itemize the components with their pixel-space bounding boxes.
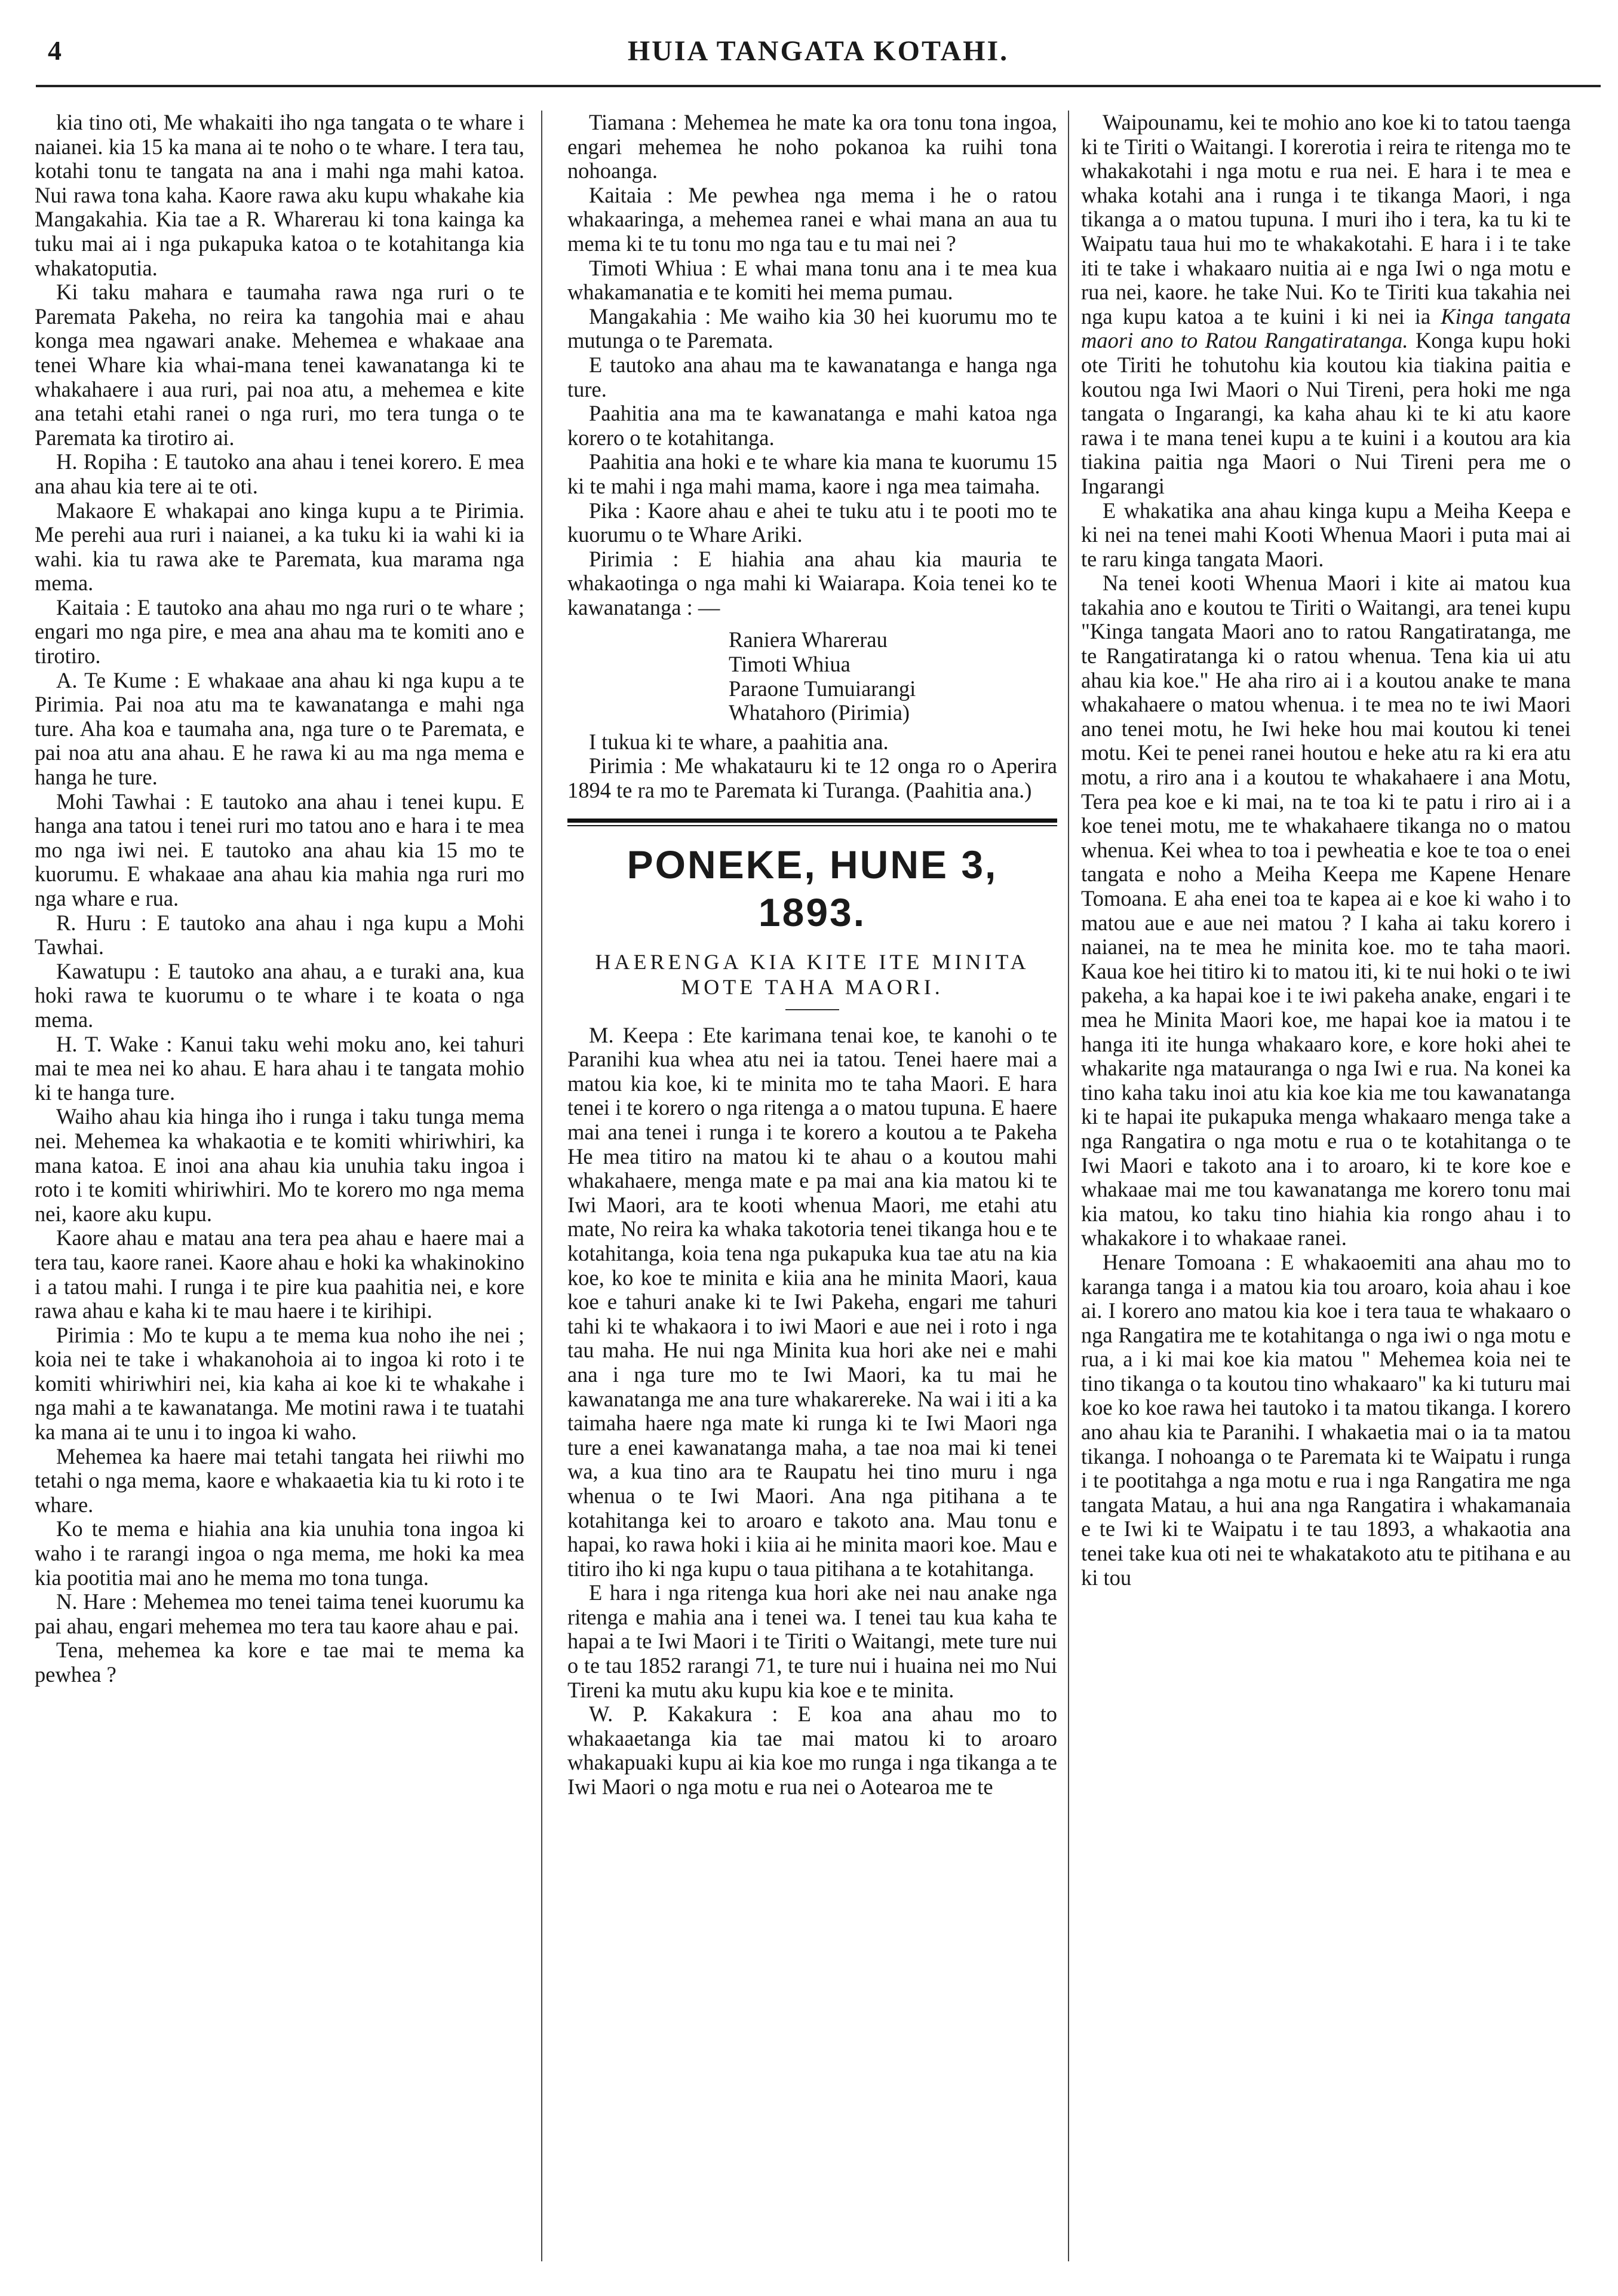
- signature-list: [567, 628, 1057, 725]
- paragraph: E hara i nga ritenga kua hori ake nei nau anake nga ritenga e mahia ana i tenei wa. I tenei tau kua kaha te hapai a te Iwi Maori i te Tiriti o Waitangi, mete ture nui o te tau 1852 rarangi 71, te ture nui i huaina nei mo Nui Tireni ka mutu aku kupu kia koe e te minita.: [567, 1580, 1057, 1702]
- column-2: [567, 111, 1057, 2261]
- subheading-divider: [785, 1009, 839, 1010]
- paragraph: Kaore ahau e matau ana tera pea ahau e haere mai a tera tau, kaore ranei. Kaore ahau e hoki ka whakinokino i a tatou mahi. I runga i te pire kua paahitia nei, e kore rawa ahau e kaha ki te mau haere i te kirihipi.: [35, 1225, 524, 1323]
- paragraph: R. Huru : E tautoko ana ahau i nga kupu a Mohi Tawhai.: [35, 910, 524, 960]
- paragraph: H. T. Wake : Kanui taku wehi moku ano, kei tahuri mai te mea nei ko ahau. E hara ahau i te tangata mohio ki te hanga ture.: [35, 1031, 524, 1105]
- paragraph: Paahitia ana ma te kawanatanga e mahi katoa nga korero o te kotahitanga.: [567, 401, 1057, 450]
- paragraph: M. Keepa : Ete karimana tenai koe, te kanohi o te Paranihi kua whea atu nei ia tatou. Tenei haere mai a matou kia koe, ki te minita mo te taha Maori. E hara tenei i te korero o nga ritenga a o matou tupuna. E haere mai ana tenei i runga i te korero a koutou a te Pakeha He mea titiro na matou ki te ahau o a koutou mahi whakahaere, menga mate e pa mai ana kia matou ki te Iwi Maori, ara te kooti whenua Maori, me etahi atu mate, No reira ka whaka takotoria tenei tikanga hou e te kotahitanga, koia tena nga pukapuka kua tae atu na kia koe, ko koe te minita e kiia ana he minita Maori, kaua koe e tahuri anake ki te Iwi Pakeha, engari me tahuri tahi ki te whakaora i to iwi Maori e aue nei i roto i nga tau maha. He nui nga Minita kua hori ake nei e mahi ana i nga ture mo te Iwi Maori, ka tu mai he kawanatanga me ana ture whakarereke. Na wai i iti a ka taimaha haere nga mate ki runga ki te Iwi Maori nga ture a enei kawanatanga maha, a tae noa mai ki tenei wa, a kua tino ara te Raupatu hei tino muru i nga whenua o te Iwi Maori. Ana nga pitihana a te kotahitanga kei to aroaro e takoto ana. Mau tonu e hapai, ko rawa hoki i kiia ai he minita maori koe. Mau e titiro iho ki nga kupu o taua pitihana a te kotahitanga.: [567, 1022, 1057, 1581]
- paragraph: Mohi Tawhai : E tautoko ana ahau i tenei kupu. E hanga ana tatou i tenei ruri mo tatou ano e hara i te mea mo nga iwi nei. E tautoko ana ahau kia 15 mo te kuorumu. E whakaae ana ahau kia mahia nga ruri mo nga whare e rua.: [35, 789, 524, 911]
- paragraph: A. Te Kume : E whakaae ana ahau ki nga kupu a te Pirimia. Pai noa atu ma te kawanatanga e mahi nga ture. Aha koa e taumaha ana, nga ture o te Paremata, e pai noa atu ana ahau. E he rawa ki au ma nga mema e hanga he ture.: [35, 667, 524, 790]
- paragraph-text: Konga kupu hoki ote Tiriti he tohutohu kia koutou kia tiakina paitia e koutou nga Iwi Maori o Nui Tireni, pera hoki me nga tangata o Ingarangi, ka kaha ahau ki te ki atu kaore rawa i te mana tenei kupu a te kuini i a koutou ara kia tiakina paitia nga Maori o Nui Tireni pera me o Ingarangi: [1081, 328, 1571, 498]
- page-header: [36, 18, 1601, 90]
- paragraph: E tautoko ana ahau ma te kawanatanga e hanga nga ture.: [567, 352, 1057, 401]
- column-divider: [541, 111, 542, 2261]
- paragraph: Pika : Kaore ahau e ahei te tuku atu i te pooti mo te kuorumu o te Whare Ariki.: [567, 498, 1057, 547]
- paragraph: Timoti Whiua : E whai mana tonu ana i te mea kua whakamanatia e te komiti hei mema pumau.: [567, 255, 1057, 305]
- column-3: [1081, 111, 1571, 2261]
- paragraph: Makaore E whakapai ano kinga kupu a te Pirimia. Me perehi aua ruri i naianei, a ka tuku ki ia wahi ki ia wahi. kia tu rawa ake te Paremata, kua marama nga mema.: [35, 498, 524, 596]
- paragraph: I tukua ki te whare, a paahitia ana.: [589, 729, 889, 754]
- paragraph: Mehemea ka haere mai tetahi tangata hei riiwhi mo tetahi o nga mema, kaore e whakaaetia kia tu ki roto i te whare.: [35, 1443, 524, 1517]
- paragraph: Waiho ahau kia hinga iho i runga i taku tunga mema nei. Mehemea ka whakaotia e te komiti whiriwhiri, ka mana katoa. E inoi ana ahau kia unuhia taku ingoa i roto i te komiti whiriwhiri. Mo te korero mo nga mema nei, kaore aku kupu.: [35, 1104, 524, 1226]
- column-divider: [1068, 111, 1069, 2261]
- article-subheading: HAERENGA KIA KITE ITE MINITA MOTE TAHA MAORI.: [595, 949, 1030, 999]
- signature-name: Whatahoro (Pirimia): [729, 700, 910, 725]
- article-headline: PONEKE, HUNE 3, 1893.: [627, 842, 998, 934]
- paragraph: Kawatupu : E tautoko ana ahau, a e turaki ana, kua hoki rawa te kuorumu o te whare i te koata o nga mema.: [35, 958, 524, 1032]
- paragraph: Tena, mehemea ka kore e tae mai te mema ka pewhea ?: [35, 1638, 524, 1687]
- signature-name: Timoti Whiua: [729, 652, 851, 677]
- paragraph: Mangakahia : Me waiho kia 30 hei kuorumu mo te mutunga o te Paremata.: [567, 304, 1057, 353]
- column-1: [35, 111, 524, 2261]
- italic-quote: Kinga tangata maori ano to Ratou Rangatiratanga.: [1081, 304, 1571, 353]
- signature-name: Paraone Tumuiarangi: [729, 676, 916, 701]
- paragraph-text: Waipounamu, kei te mohio ano koe ki to tatou taenga ki te Tiriti o Waitangi. I korerotia i reira te ritenga mo te whakakotahi i nga motu e rua nei. E hara i te mea e whaka kotahi ana i runga i te tikanga Maori, i nga tikanga a o matou tupuna. I muri iho i tera, ka tu ki te Waipatu taua hui mo te whakakotahi. E hara i i te take iti te take i whakaaro nuitia ai e nga Iwi o nga motu e rua nei, kaore. he take Nui. Ko te Tiriti kua takahia nei nga kupu katoa a te kuini i ki nei ia: [1081, 111, 1571, 329]
- paragraph: [1081, 111, 1571, 499]
- paragraph: Henare Tomoana : E whakaoemiti ana ahau mo to karanga tanga i a matou kia tou aroaro, koia ahau i koe ai. I korero ano matou kia koe i tera taua te whakaaro o nga Rangatira me te kotahitanga o nga iwi o nga motu e rua, a i ki mai koe kia matou " Mehemea koia nei te tino tikanga o ta koutou tino whakaaro" ka ki tuturu mai koe ko koe rawa hei tautoko i ta matou tikanga. I korero ano ahau kia te Paranihi. I whakaetia mai o ia ta matou tikanga. I nohoanga o te Paremata ki te Waipatu i runga i te pootitahga a nga motu e rua i nga Rangatira me nga tangata Matau, a hui ana nga Rangatira i whakamanaia e te Iwi ki te Waipatu i te tau 1893, a whakaotia ana tenei take kua oti nei te whakatakoto atu te pitihana e au ki tou: [1081, 1249, 1571, 1590]
- paragraph: Tiamana : Mehemea he mate ka ora tonu tona ingoa, engari mehemea he noho pokanoa ka ruihi tona nohoanga.: [567, 111, 1057, 183]
- page-number: 4: [48, 35, 62, 66]
- paragraph: Na tenei kooti Whenua Maori i kite ai matou kua takahia ano e koutou te Tiriti o Waitangi, ara tenei kupu "Kinga tangata Maori ano to ratou Rangatiratanga, me te Rangatiratanga ki o ratou whenua. Tena kia ui atu ahau kia koe." He aha riro ai i a koutou anake te mana whakahaere o matou whenua. i te mea no te iwi Maori ano tenei motu, he Iwi heke hou mai koutou ki tenei motu. Kei te penei ranei houtou e heke atu ra ki era atu motu, a riro ana i a koutou te whakahaere i ana Motu, Tera pea koe e ki mai, na te toa ki te patu i riro ai i a koe tenei motu, me te whakahaere tikanga no o matou whenua. Kei whea to toa i pewheatia e koe te toa o enei tangata e noho a Meiha Keepa me Kapene Henare Tomoana. E aha enei toa te kapea ai e koe ki waho i to matou aue e aue nei matou ? I kaha ai taku korero i naianei, na te mea he minita koe. mo te taha maori. Kaua koe hei titiro ki to matou iti, ki te nui hoki o te iwi pakeha, a ka hapai koe i te iwi pakeha anake, engari i te mea he Minita Maori koe, me hapai koe ia matou i te hanga iti ite hunga whakaaro kore, e kore hoki ahei te whakarite nga matauranga o nga Iwi e rua. Na konei ka tino kaha taku inoi atu kia koe kia me tou kawanatanga ki te hapai ite pukapuka menga whakaaro menga take a nga Rangatira o nga motu e rua o te kotahitanga o te Iwi Maori e takoto ana i to aroaro, ki te kore koe e whakaae mai me tou kawanatanga me korero tonu mai kia matou, ko taku tino hiahia kia rongo ahau i to whakakore i to whakaae ranei.: [1081, 571, 1571, 1250]
- header-divider: [36, 85, 1601, 87]
- paragraph: Pirimia : Mo te kupu a te mema kua noho ihe nei ; koia nei te take i whakanohoia ai to ingoa ki roto i te komiti whiriwhiri nei, kia kaha ai koe ki te whakahe i nga mahi a te kawanatanga. Me motini rawa i te tuatahi ka mana ai te unu i to ingoa ki waho.: [35, 1322, 524, 1445]
- paragraph: Ko te mema e hiahia ana kia unuhia tona ingoa ki waho i te rarangi ingoa o nga mema, me hoki ka mea kia pootitia mai ano he mema mo tona tunga.: [35, 1516, 524, 1590]
- paragraph: W. P. Kakakura : E koa ana ahau mo to whakaaetanga kia tae mai matou ki to aroaro whakapuaki kupu ai kia koe mo runga i nga tikanga a te Iwi Maori o nga motu e rua nei o Aotearoa me te: [567, 1702, 1057, 1800]
- paragraph: E whakatika ana ahau kinga kupu a Meiha Keepa e ki nei na tenei mahi Kooti Whenua Maori i puta mai ai te raru kinga tangata Maori.: [1081, 498, 1571, 571]
- paragraph: Kaitaia : E tautoko ana ahau mo nga ruri o te whare ; engari mo nga pire, e mea ana ahau ma te komiti ano e tirotiro.: [35, 594, 524, 669]
- paragraph: kia tino oti, Me whakaiti iho nga tangata o te whare i naianei. kia 15 ka mana ai te noho o te whare. I tera tau, kotahi tonu te tangata na ana i mahi nga mahi katoa. Nui rawa tona kaha. Kaore rawa aku kupu whakahe kia Mangakahia. Kia tae a R. Wharerau ki tona kainga ka tuku mai ai i nga pukapuka katoa o te kotahitanga kia whakatoputia.: [35, 111, 524, 280]
- paragraph: Pirimia : E hiahia ana ahau kia mauria te whakaotinga o nga mahi ki Waiarapa. Koia tenei ko te kawanatanga : —: [567, 546, 1057, 620]
- paragraph: Paahitia ana hoki e te whare kia mana te kuorumu 15 ki te mahi i nga mahi mama, kaore i nga mea taimaha.: [567, 449, 1057, 498]
- paragraph: N. Hare : Mehemea mo tenei taima tenei kuorumu ka pai ahau, engari mehemea mo tera tau kaore ahau e pai.: [35, 1589, 524, 1638]
- paragraph: Kaitaia : Me pewhea nga mema i he o ratou whakaaringa, a mehemea ranei e whai mana an aua tu mema ki te tu tonu mo nga tau e tu mai nei ?: [567, 182, 1057, 256]
- paragraph: H. Ropiha : E tautoko ana ahau i tenei korero. E mea ana ahau kia tere ai te oti.: [35, 449, 524, 498]
- paragraph: Ki taku mahara e taumaha rawa nga ruri o te Paremata Pakeha, no reira ka tangohia mai e ahau konga mea ngawari anake. Mehemea e whakaae ana tenei Whare kia whai-mana tenei kawanatanga ki te whakahaere i aua ruri, pai noa atu, a mehemea e kite ana tetahi etahi ranei o nga ruri, mo tera tunga o te Paremata ka tirotiro ai.: [35, 280, 524, 450]
- section-divider: [567, 819, 1057, 826]
- page-title: HUIA TANGATA KOTAHI.: [627, 35, 1009, 67]
- signature-name: Raniera Wharerau: [729, 627, 888, 652]
- paragraph: Pirimia : Me whakatauru ki te 12 onga ro o Aperira 1894 te ra mo te Paremata ki Turanga. (Paahitia ana.): [567, 753, 1057, 803]
